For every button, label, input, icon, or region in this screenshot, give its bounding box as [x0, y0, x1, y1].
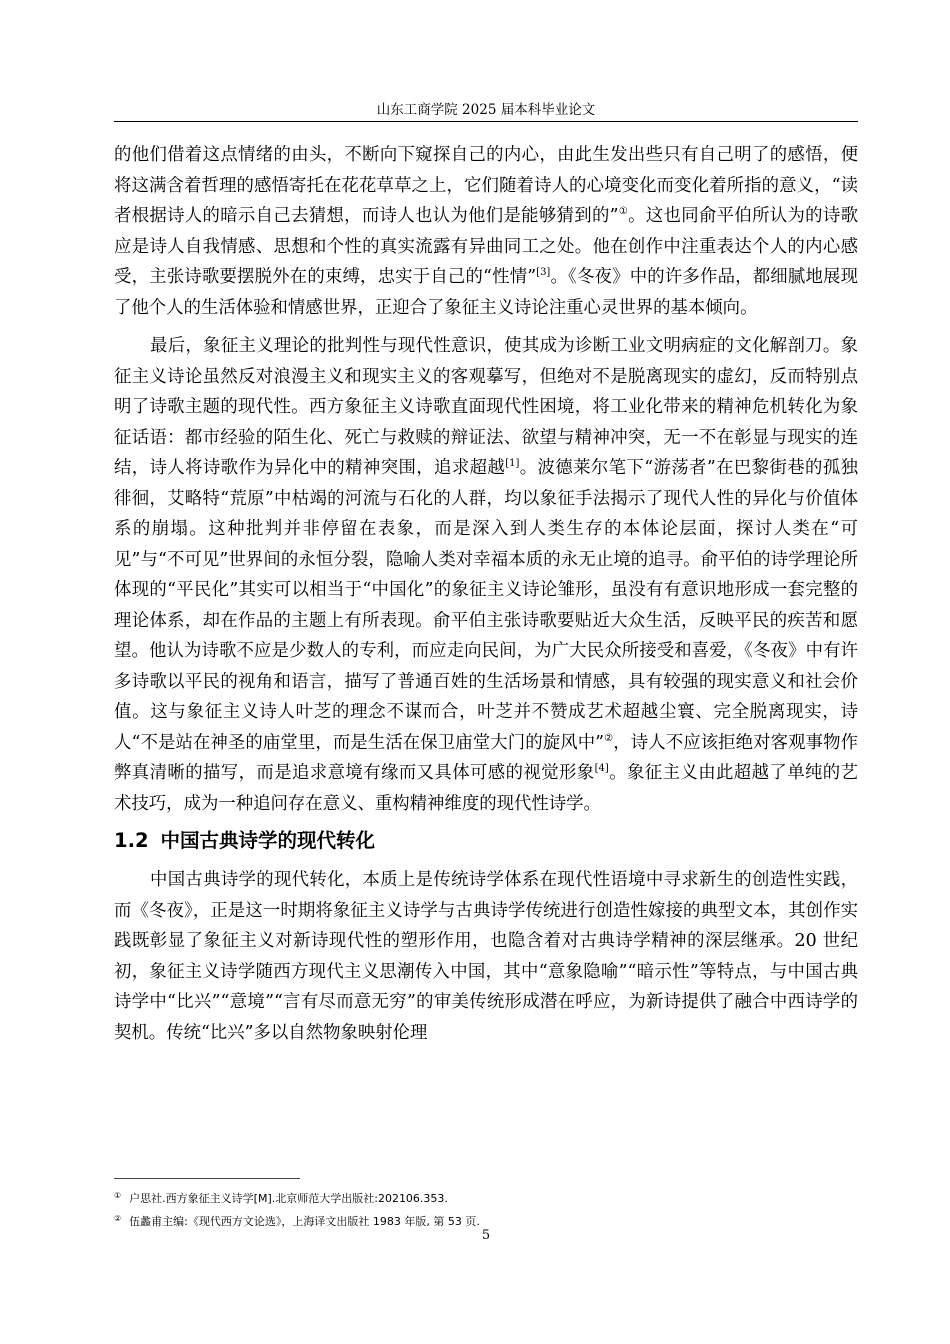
section-heading [114, 823, 858, 859]
section-number: 1.2 [114, 829, 149, 852]
footnote-rule [114, 1178, 300, 1179]
text-run: 。波德莱尔笔下“游荡者”在巴黎街巷的孤独徘徊，艾略特“荒原”中枯竭的河流与石化的人群，均以象征手法揭示了现代人性的异化与价值体系的崩塌。这种批判并非停留在表象，而是深入到人类生存的本体论层面，探讨人类在“可见”与“不可见”世界间的永恒分裂，隐喻人类对幸福本质的永无止境的追寻。俞平伯的诗学理论所体现的“平民化”其实可以相当于“中国化”的象征主义诗论雏形，虽没有有意识地形成一套完整的理论体系，却在作品的主题上有所表现。俞平伯主张诗歌要贴近大众生活，反映平民的疾苦和愿望。他认为诗歌不应是少数人的专利，而应走向民间，为广大民众所接受和喜爱，《冬夜》中有许多诗歌以平民的视角和语言，描写了普通百姓的生活场景和情感，具有较强的现实意义和社会价值。这与象征主义诗人叶芝的理念不谋而合，叶芝并不赞成艺术超越尘寰、完全脱离现实，诗人“不是站在神圣的庙堂里，而是生活在保卫庙堂大门的旋风中” [114, 458, 858, 753]
footnote-text: 伍蠡甫主编:《现代西方文论选》，上海译文出版社 1983 年版, 第 53 页. [129, 1215, 480, 1228]
footnote-mark: ① [114, 1191, 122, 1200]
footnote-1 [114, 1186, 858, 1209]
citation-marker: ① [618, 206, 629, 217]
citation-marker: [4] [594, 763, 609, 774]
paragraph-3: 中国古典诗学的现代转化，本质上是传统诗学体系在现代性语境中寻求新生的创造性实践，而《冬夜》，正是这一时期将象征主义诗学与古典诗学传统进行创造性嫁接的典型文本，其创作实践既彰显了象征主义对新诗现代性的塑形作用，也隐含着对古典诗学精神的深层继承。20 世纪初，象征主义诗学随西方现代主义思潮传入中国，其中“意象隐喻”“暗示性”等特点，与中国古典诗学中“比兴”“意境”“言有尽而意无穷”的审美传统形成潜在呼应，为新诗提供了融合中西诗学的契机。传统“比兴”多以自然物象映射伦理 [114, 870, 858, 1043]
citation-marker: [3] [536, 267, 551, 278]
citation-marker: [1] [505, 458, 520, 469]
running-header: 山东工商学院 2025 届本科毕业论文 [376, 102, 596, 118]
text-run: ，诗人不应该拒绝对客观事物作弊真清晰的描写，而是追求意境有缘而又具体可感的视觉形象 [114, 732, 858, 783]
text-run: 。象征主义由此超越了单纯的艺术技巧，成为一种追问存在意义、重构精神维度的现代性诗学。 [114, 763, 858, 814]
text-run: 的他们借着这点情绪的由头，不断向下窥探自己的内心，由此生发出些只有自己明了的感悟，便将这满含着哲理的感悟寄托在花花草草之上，它们随着诗人的心境变化而变化着所指的意义，“读者根据诗人的暗示自己去猜想，而诗人也认为他们是能够猜到的” [114, 145, 858, 226]
footnote-text: 户思社.西方象征主义诗学[M].北京师范大学出版社:202106.353. [129, 1192, 448, 1205]
paragraph-2 [114, 331, 858, 819]
citation-marker: ② [604, 732, 614, 744]
paragraph-1 [114, 140, 858, 323]
text-run: 最后，象征主义理论的批判性与现代性意识，使其成为诊断工业文明病症的文化解剖刀。象征主义诗论虽然反对浪漫主义和现实主义的客观摹写，但绝对不是脱离现实的虚幻，反而特别点明了诗歌主题的现代性。西方象征主义诗歌直面现代性困境，将工业化带来的精神危机转化为象征话语：都市经验的陌生化、死亡与救赎的辩证法、欲望与精神冲突，无一不在彰显与现实的连结，诗人将诗歌作为异化中的精神突围，追求超越 [114, 336, 858, 478]
section-title: 中国古典诗学的现代转化 [160, 829, 376, 852]
page-number: 5 [481, 1228, 491, 1243]
text-run: 。这也同俞平伯所认为的诗歌应是诗人自我情感、思想和个性的真实流露有异曲同工之处。他在创作中注重表达个人的内心感受，主张诗歌要摆脱外在的束缚，忠实于自己的“性情” [114, 206, 858, 287]
text-run: 。《冬夜》中的许多作品，都细腻地展现了他个人的生活体验和情感世界，正迎合了象征主义诗论注重心灵世界的基本倾向。 [114, 267, 858, 318]
header-rule [114, 121, 858, 122]
footnote-mark: ② [114, 1214, 122, 1223]
body-text [114, 140, 858, 1048]
